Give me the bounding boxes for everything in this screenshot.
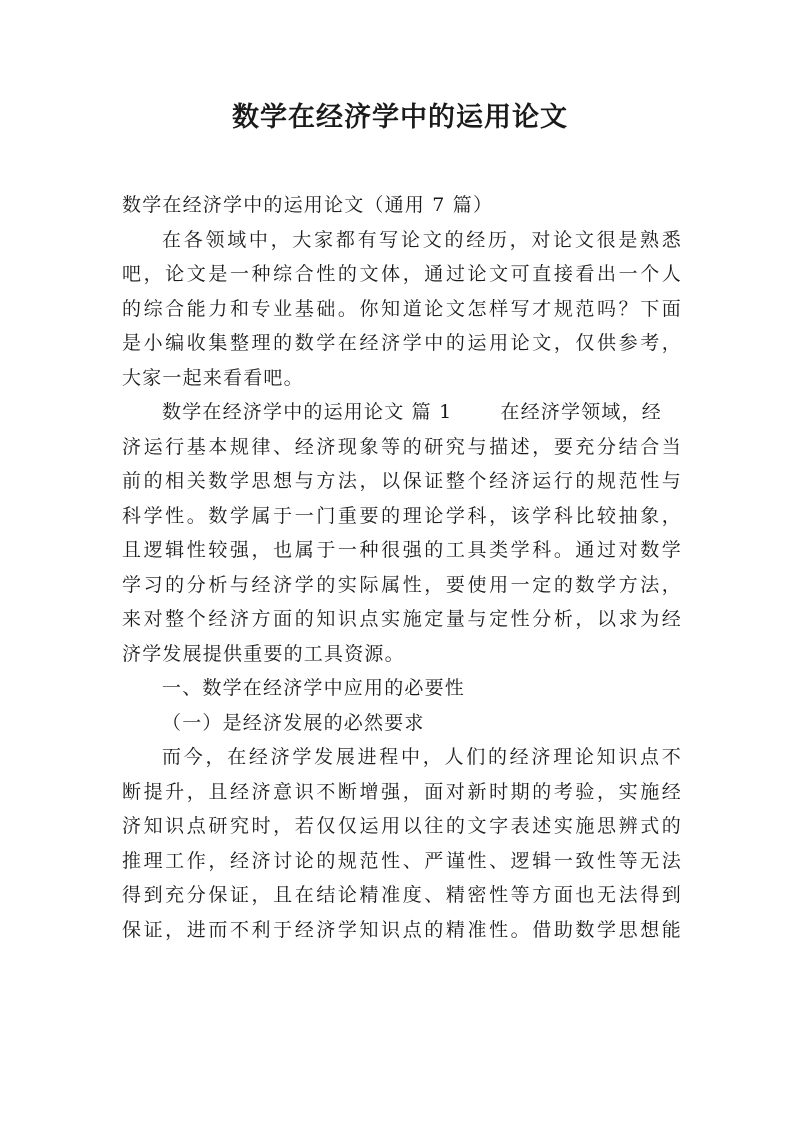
subheading-line: （一）是经济发展的必然要求 xyxy=(162,711,425,734)
paragraph-line: 且逻辑性较强，也属于一种很强的工具类学科。通过对数学 xyxy=(122,539,682,561)
intro-line: 的综合能力和专业基础。你知道论文怎样写才规范吗？下面 xyxy=(122,297,682,320)
intro-line: 在各领域中，大家都有写论文的经历，对论文很是熟悉 xyxy=(162,228,682,251)
paragraph-line: 前的相关数学思想与方法，以保证整个经济运行的规范性与 xyxy=(122,470,682,492)
paragraph-start: 在经济学领域，经 xyxy=(500,401,662,423)
paragraph-line: 断提升，且经济意识不断增强，面对新时期的考验，实施经 xyxy=(122,780,682,803)
document-body xyxy=(122,188,682,947)
section-heading-line xyxy=(122,395,682,430)
paragraph-line: 来对整个经济方面的知识点实施定量与定性分析，以求为经 xyxy=(122,608,682,630)
subtitle-line: 数学在经济学中的运用论文（通用 7 篇） xyxy=(122,194,494,216)
paragraph-line: 科学性。数学属于一门重要的理论学科，该学科比较抽象， xyxy=(122,504,682,527)
intro-line: 是小编收集整理的数学在经济学中的运用论文，仅供参考， xyxy=(122,332,682,354)
intro-line: 吧，论文是一种综合性的文体，通过论文可直接看出一个人 xyxy=(122,263,682,285)
paragraph-line: 保证，进而不利于经济学知识点的精准性。借助数学思想能 xyxy=(122,918,682,941)
paragraph-line: 推理工作，经济讨论的规范性、严谨性、逻辑一致性等无法 xyxy=(122,849,682,872)
paragraph-line: 学习的分析与经济学的实际属性，要使用一定的数学方法， xyxy=(122,573,682,596)
paragraph-line: 济学发展提供重要的工具资源。 xyxy=(122,642,405,665)
section-heading: 数学在经济学中的运用论文 篇 1 xyxy=(162,401,453,423)
document-title: 数学在经济学中的运用论文 xyxy=(232,102,568,133)
paragraph-line: 而今，在经济学发展进程中，人们的经济理论知识点不 xyxy=(162,746,682,768)
paragraph-line: 济知识点研究时，若仅仅运用以往的文字表述实施思辨式的 xyxy=(122,815,682,837)
intro-line: 大家一起来看看吧。 xyxy=(122,366,304,389)
paragraph-line: 济运行基本规律、经济现象等的研究与描述，要充分结合当 xyxy=(122,435,682,458)
paragraph-line: 得到充分保证，且在结论精准度、精密性等方面也无法得到 xyxy=(122,884,682,906)
subheading-line: 一、数学在经济学中应用的必要性 xyxy=(162,677,466,699)
